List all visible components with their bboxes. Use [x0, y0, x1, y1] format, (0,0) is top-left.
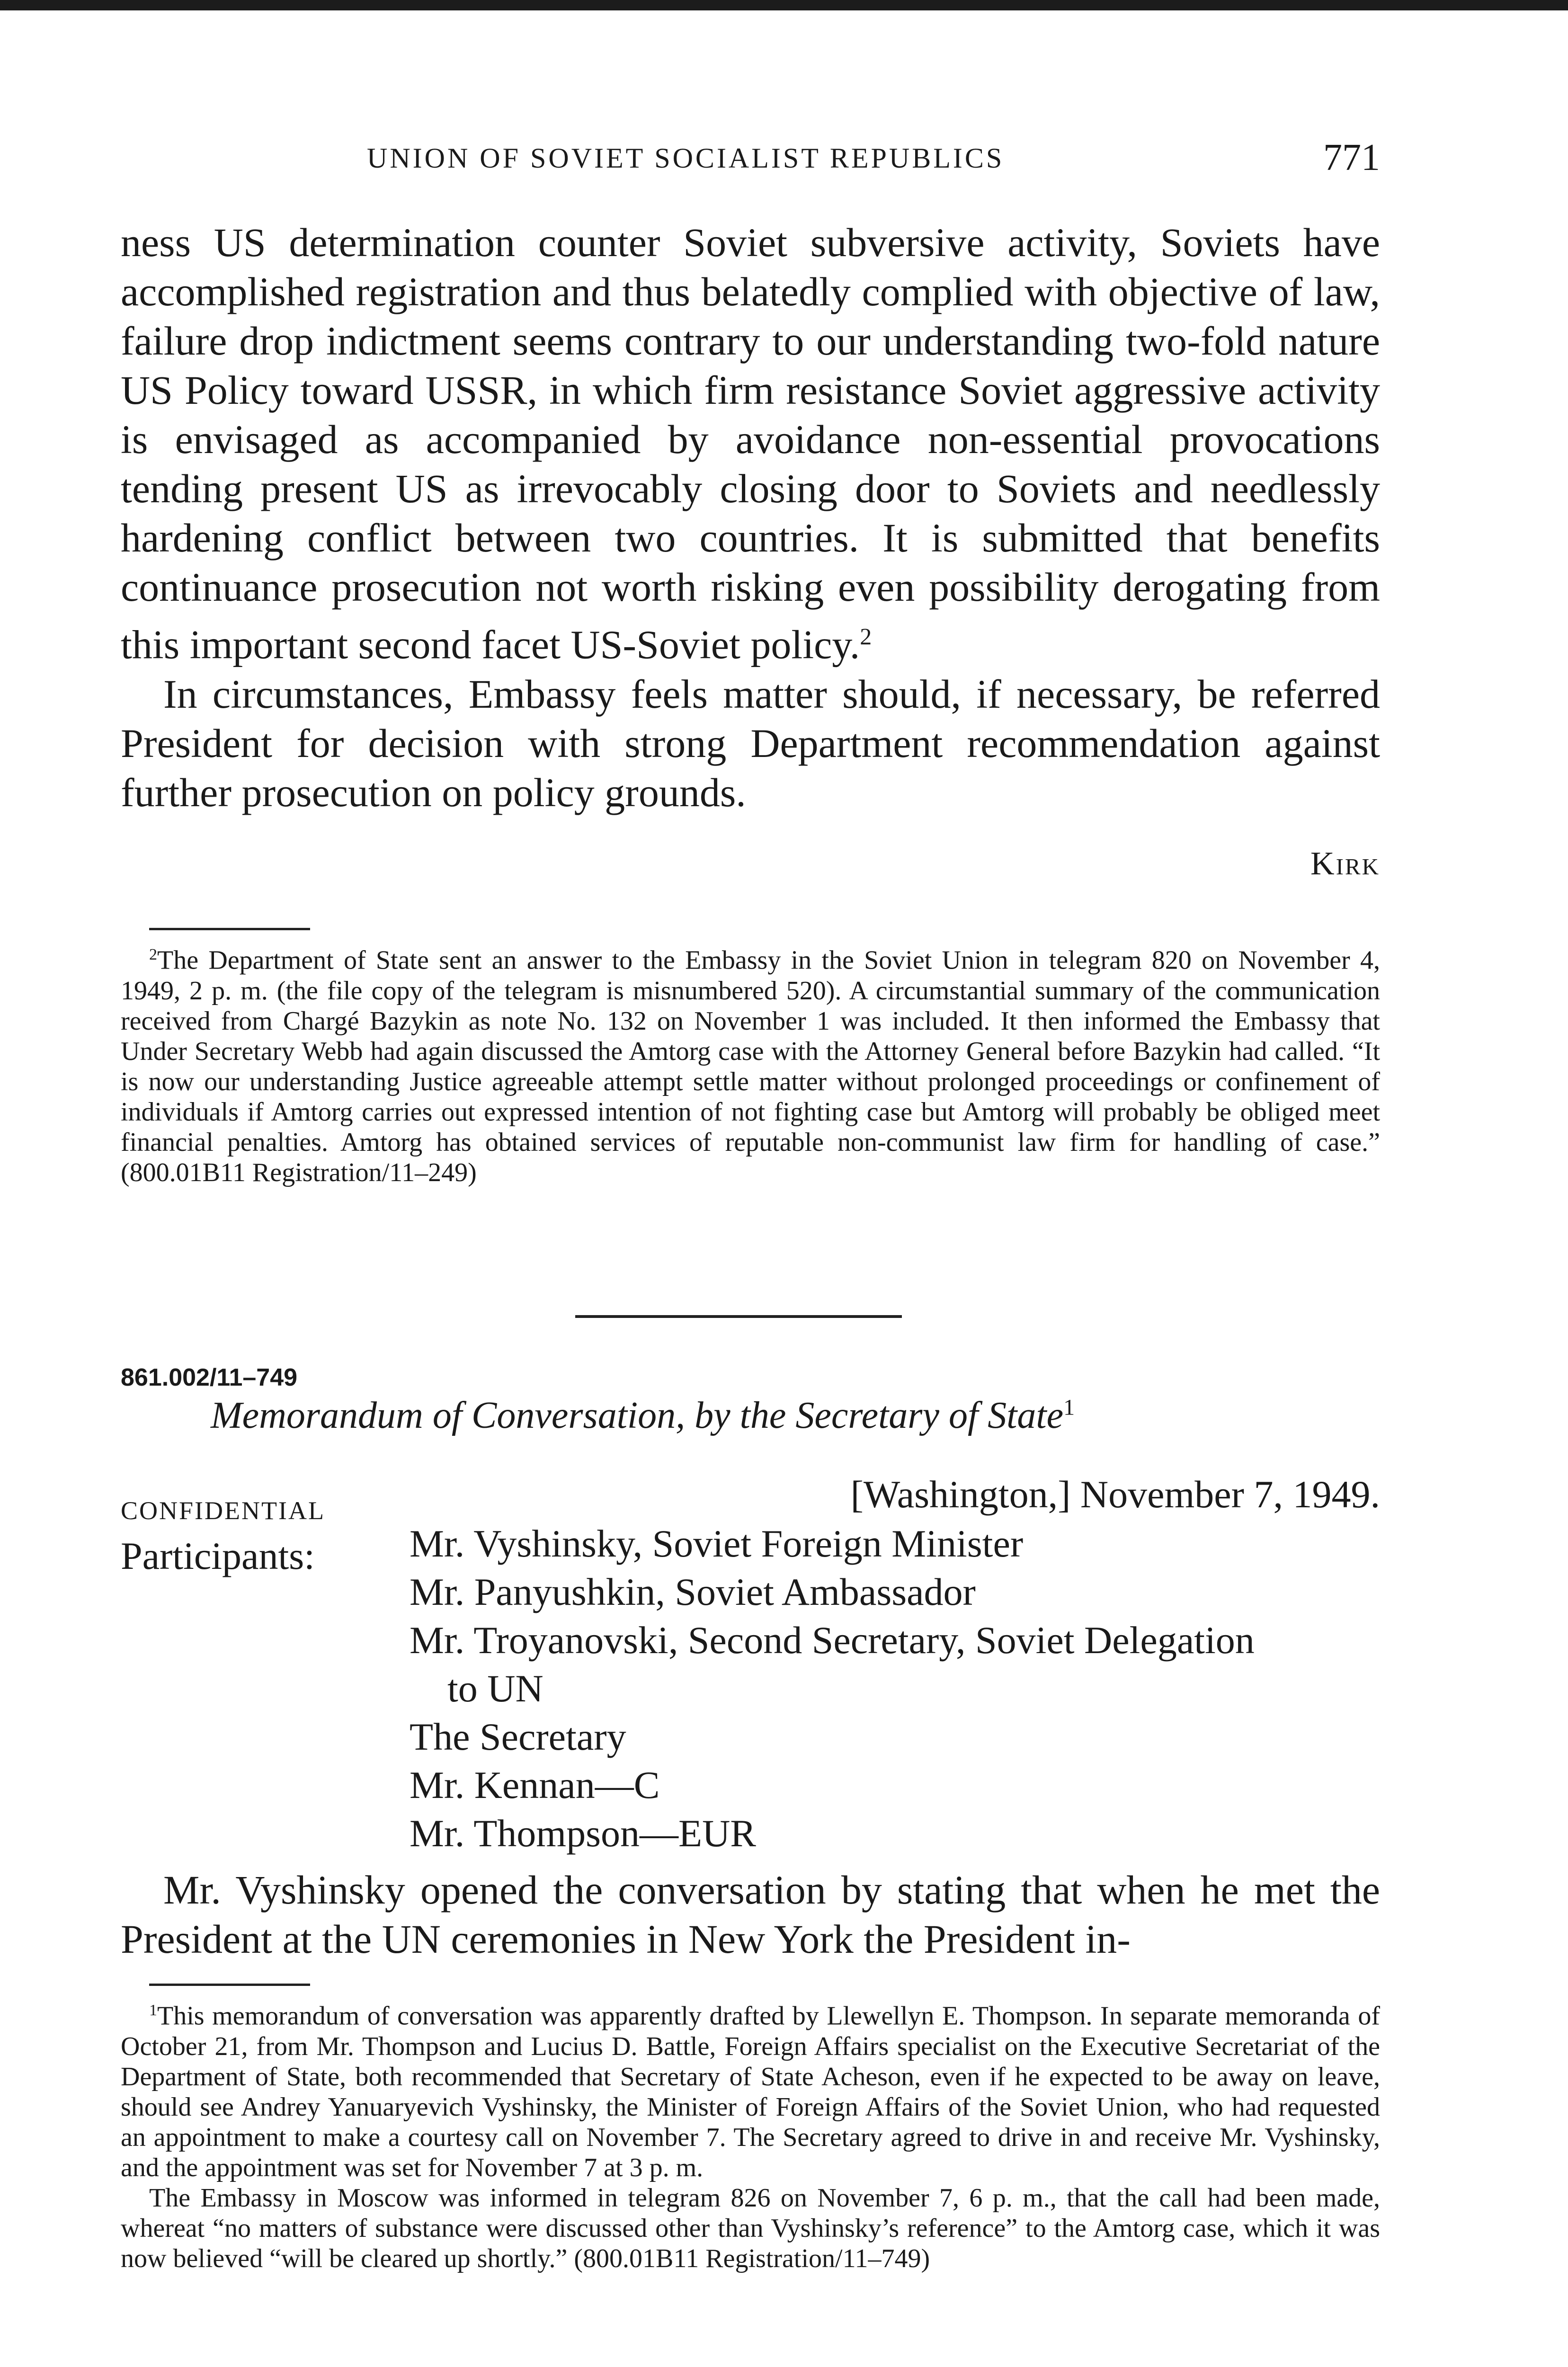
- participants-label: Participants:: [121, 1534, 315, 1577]
- participants-list: [410, 1520, 1380, 1858]
- footnote-marker: 1: [149, 2002, 157, 2019]
- footnote-ref: 1: [1063, 1395, 1075, 1420]
- footnote-text: [121, 940, 1380, 1188]
- dateline: [Washington,] November 7, 1949.: [850, 1473, 1380, 1516]
- continuation-text: [121, 218, 1380, 817]
- participant-item: Mr. Troyanovski, Second Secretary, Soviet Delegation: [410, 1619, 1255, 1662]
- footnote-marker: 2: [149, 946, 157, 963]
- section-divider: [575, 1315, 902, 1318]
- page-header: [121, 137, 1380, 185]
- footnote-1: [121, 1995, 1380, 2274]
- participant-item: The Secretary: [410, 1715, 626, 1758]
- footnote-text: [121, 1995, 1380, 2183]
- memorandum-body: [121, 1865, 1380, 1964]
- continuation-paragraph: [121, 218, 1380, 669]
- footnote-ref: 2: [860, 623, 872, 650]
- paragraph-text: ness US determination counter Soviet subversive activity, Soviets have accomplished registration and thus belatedly complied with objective of law, failure drop indictment seems contrary to our understanding two-fold nature US Policy toward USSR, in which firm resistance Soviet aggressive activity is envisaged as accompanied by avoidance non-essential provocations tending present US as irrevocably closing door to Soviets and needlessly hardening conflict between two countries. It is submitted that benefits continuance prosecution not worth risking even possibility derogating from this important second facet US-Soviet policy.: [121, 220, 1380, 667]
- participant-item: Mr. Thompson—EUR: [410, 1812, 756, 1855]
- file-number: 861.002/11–749: [121, 1364, 298, 1391]
- classification: CONFIDENTIAL: [121, 1496, 325, 1525]
- participant-item: Mr. Panyushkin, Soviet Ambassador: [410, 1570, 976, 1613]
- page-number: 771: [1323, 137, 1380, 178]
- paragraph-text: In circumstances, Embassy feels matter should, if necessary, be referred President for decision with strong Department recommendation against further prosecution on policy grounds.: [121, 671, 1380, 815]
- footnote-text: The Embassy in Moscow was informed in telegram 826 on November 7, 6 p. m., that the call had been made, whereat “no matters of substance were discussed other than Vyshinsky’s reference” to the Amtorg case, which it was now believed “will be cleared up shortly.” (800.01B11 Registration/11–749): [121, 2183, 1380, 2273]
- paragraph-text: Mr. Vyshinsky opened the conversation by stating that when he met the President at the UN ceremonies in New York the President in-: [121, 1867, 1380, 1962]
- footnote-body: This memorandum of conversation was apparently drafted by Llewellyn E. Thompson. In separate memoranda of October 21, from Mr. Thompson and Lucius D. Battle, Foreign Affairs specialist on the Executive Secretariat of the Department of State, both recommended that Secretary of State Acheson, even if he expected to be away on leave, should see Andrey Yanuaryevich Vyshinsky, the Minister of Foreign Affairs of the Soviet Union, who had requested an appointment to make a courtesy call on November 7. The Secretary agreed to drive in and receive Mr. Vyshinsky, and the appointment was set for November 7 at 3 p. m.: [121, 2001, 1380, 2182]
- footnote-2: [121, 940, 1380, 1188]
- participant-item: to UN: [447, 1667, 543, 1710]
- title-text: Memorandum of Conversation, by the Secretary of State: [211, 1395, 1064, 1436]
- footnote-rule: [149, 928, 310, 930]
- running-head: UNION OF SOVIET SOCIALIST REPUBLICS: [367, 142, 1005, 174]
- footnote-body: The Department of State sent an answer to the Embassy in the Soviet Union in telegram 820 on November 4, 1949, 2 p. m. (the file copy of the telegram is misnumbered 520). A circumstantial summary of the communication received from Chargé Bazykin as note No. 132 on November 1 was included. It then informed the Embassy that Under Secretary Webb had again discussed the Amtorg case with the Attorney General before Bazykin had called. “It is now our understanding Justice agreeable attempt settle matter without prolonged proceedings or confinement of individuals if Amtorg carries out expressed intention of not fighting case but Amtorg will probably be obliged meet financial penalties. Amtorg has obtained services of reputable non-communist law firm for handling of case.” (800.01B11 Registration/11–249): [121, 945, 1380, 1187]
- footnote-rule: [149, 1984, 310, 1986]
- signature: Kirk: [1310, 845, 1380, 882]
- document-title: [211, 1394, 1380, 1437]
- scan-top-edge: [0, 0, 1568, 10]
- participant-item: Mr. Kennan—C: [410, 1763, 660, 1806]
- participant-item: Mr. Vyshinsky, Soviet Foreign Minister: [410, 1522, 1024, 1565]
